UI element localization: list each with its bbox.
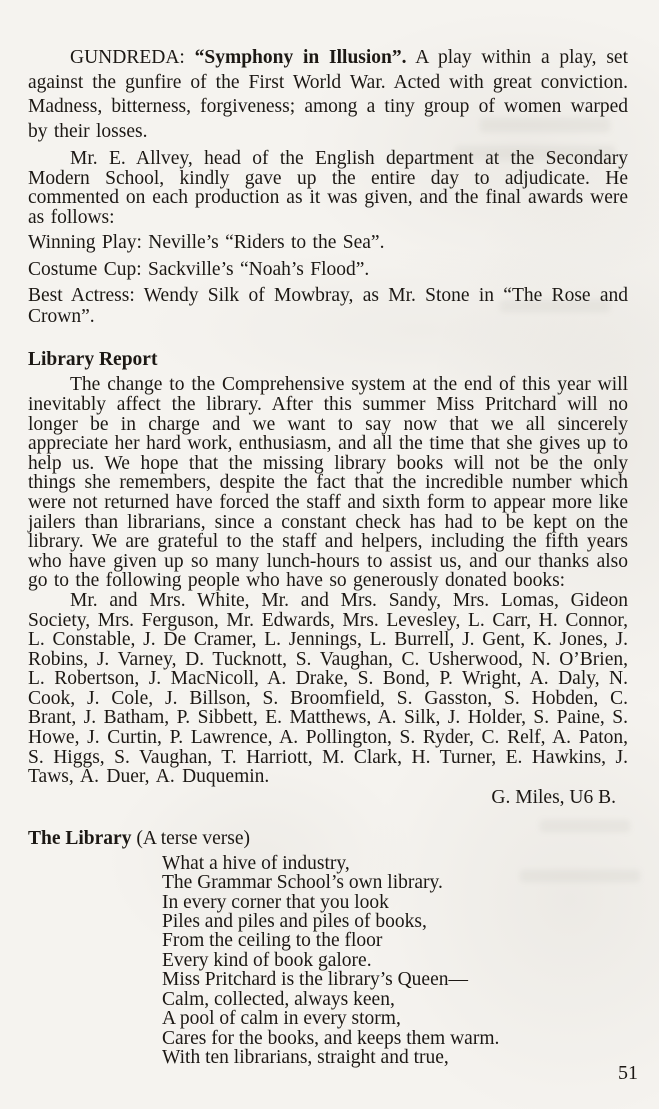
show-through-mark bbox=[520, 870, 640, 882]
poem-line: Every kind of book galore. bbox=[162, 949, 372, 971]
show-through-mark bbox=[455, 146, 615, 160]
poem-line: A pool of calm in every storm, bbox=[162, 1008, 401, 1030]
section-heading-the-library bbox=[28, 828, 628, 850]
show-through-mark bbox=[540, 820, 630, 832]
poem-subtitle: (A terse verse) bbox=[131, 827, 251, 849]
award-winning-play: Winning Play: Neville’s “Riders to the Sea”. bbox=[28, 232, 385, 254]
poem-title-bold: The Library bbox=[28, 827, 132, 849]
award-costume-cup: Costume Cup: Sackville’s “Noah’s Flood”. bbox=[28, 258, 370, 280]
poem-line: In every corner that you look bbox=[162, 891, 389, 913]
play-title-bold: “Symphony in Illusion”. bbox=[194, 47, 407, 68]
show-through-mark bbox=[480, 118, 610, 132]
gundreda-review-text: A play within a play, set against the gunfire of the First World War. Acted with great conviction. Madness, bitterness, forgiveness; among a tiny group of women warped by their losses. bbox=[28, 47, 628, 142]
gundreda-label: GUNDREDA: bbox=[70, 47, 195, 68]
poem-line: What a hive of industry, bbox=[162, 852, 350, 874]
poem-line: With ten librarians, straight and true, bbox=[162, 1046, 449, 1068]
poem-line: Miss Pritchard is the library’s Queen— bbox=[162, 969, 468, 991]
paragraph-adjudicator: Mr. E. Allvey, head of the English department at the Secondary Modern School, kindly gave up the entire day to adjudicate. He commented on each production as it was given, and the final awards were as follows: bbox=[28, 148, 628, 228]
paragraph-donors: Mr. and Mrs. White, Mr. and Mrs. Sandy, Mrs. Lomas, Gideon Society, Mrs. Ferguson, Mr. Edwards, Mrs. Levesley, L. Carr, H. Connor, L. Constable, J. De Cramer, L. Jennings, L. Burrell, J. Gent, K. Jones, J. Robins, J. Varney, D. Tucknott, S. Vaughan, C. Usherwood, N. O’Brien, L. Robertson, J. MacNicoll, A. Drake, S. Bond, P. Wright, A. Daly, N. Cook, J. Cole, J. Billson, S. Broomfield, S. Gasston, S. Hobden, C. Brant, J. Batham, P. Sibbett, E. Matthews, A. Silk, J. Holder, S. Paine, S. Howe, J. Curtin, P. Lawrence, A. Pollington, S. Ryder, C. Relf, A. Paton, S. Higgs, S. Vaughan, T. Harriott, M. Clark, H. Turner, E. Hawkins, J. Taws, A. Duer, A. Duquemin. bbox=[28, 589, 628, 788]
poem-line: The Grammar School’s own library. bbox=[162, 872, 443, 894]
poem-line: Cares for the books, and keeps them warm. bbox=[162, 1027, 500, 1049]
poem-line: Calm, collected, always keen, bbox=[162, 988, 395, 1010]
paragraph-library-report: The change to the Comprehensive system at the end of this year will inevitably affect the library. After this summer Miss Pritchard will no longer be in charge and we want to say now that we all sincerely appreciate her hard work, enthusiasm, and all the time that she gives up to help us. We hope that the missing library books will not be the only things she remembers, despite the fact that the incredible number which were not returned have forced the staff and sixth form to appear more like jailers than librarians, since a constant check has had to be kept on the library. We are grateful to the staff and helpers, including the fifth years who have given up so many lunch-hours to assist us, and our thanks also go to the following people who have so generously donated books: bbox=[28, 374, 628, 592]
page-number: 51 bbox=[618, 1062, 638, 1084]
show-through-mark bbox=[500, 300, 610, 312]
signature: G. Miles, U6 B. bbox=[491, 786, 616, 808]
poem-line: From the ceiling to the floor bbox=[162, 930, 383, 952]
section-heading-library-report: Library Report bbox=[28, 349, 158, 371]
award-best-actress: Best Actress: Wendy Silk of Mowbray, as Mr. Stone in “The Rose and Crown”. bbox=[28, 285, 628, 327]
library-poem bbox=[162, 854, 628, 1067]
poem-line: Piles and piles and piles of books, bbox=[162, 911, 427, 933]
